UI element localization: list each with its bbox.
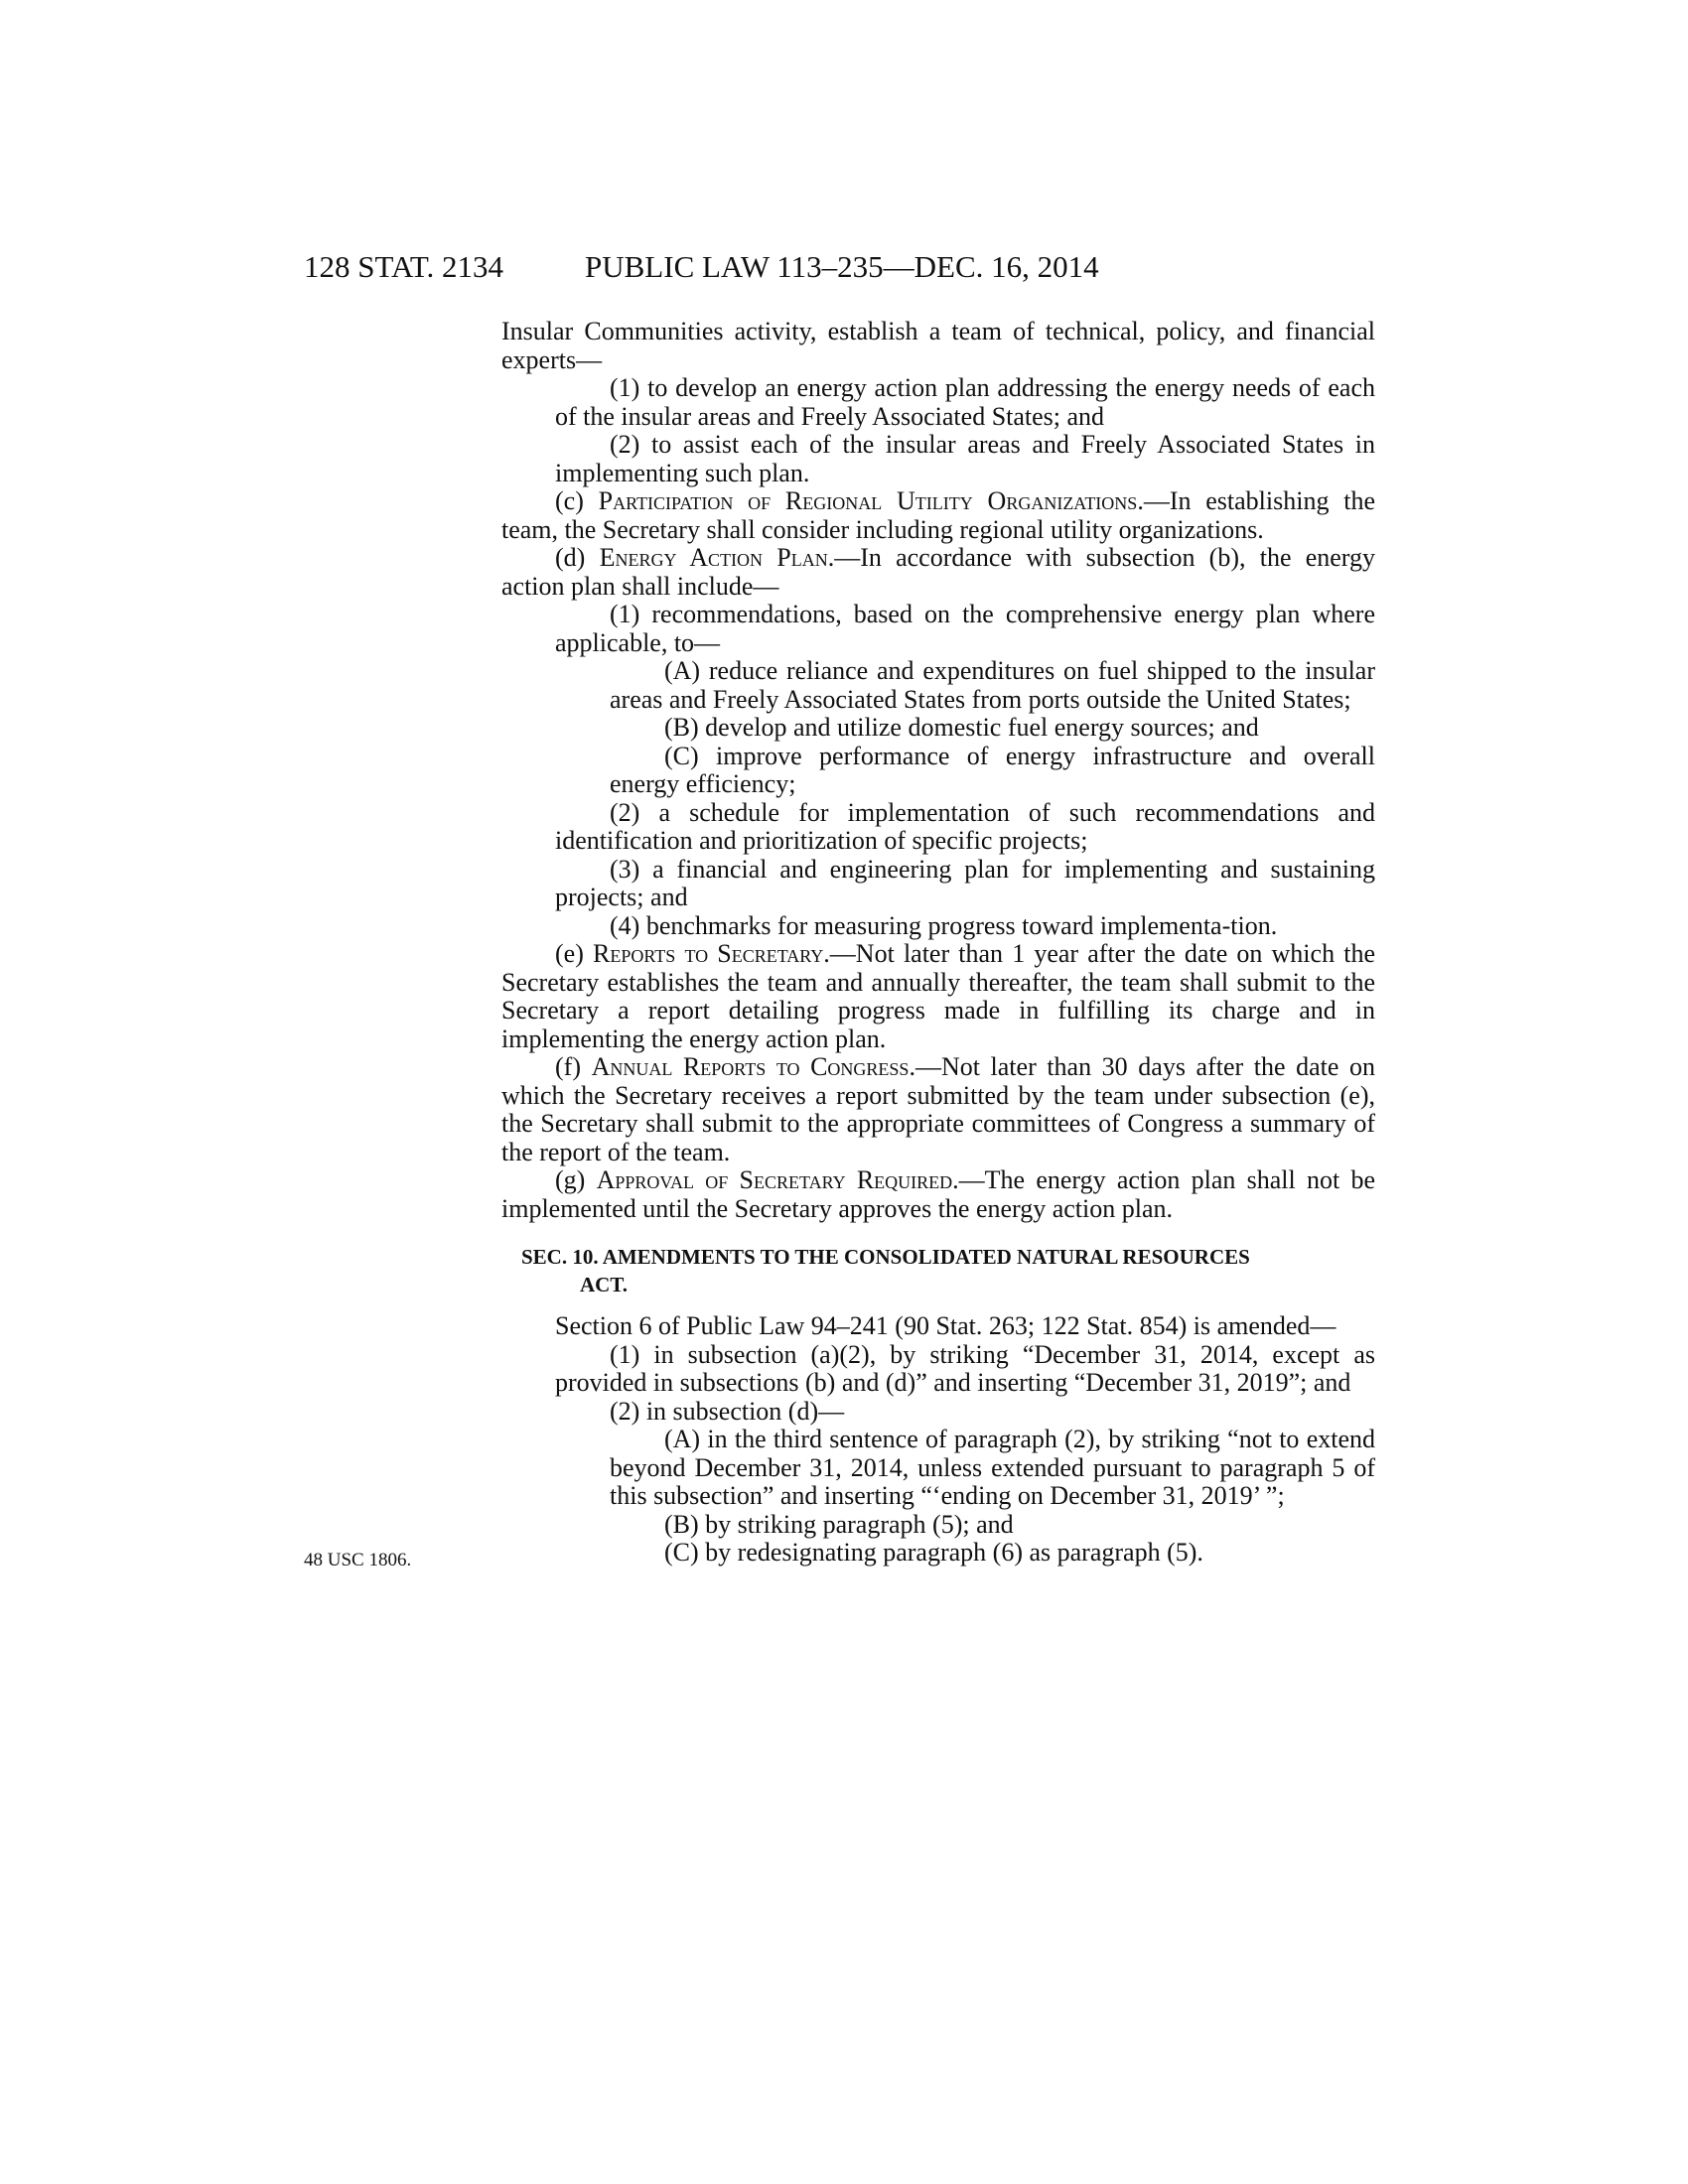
subsection-d-marker: (d) xyxy=(555,543,600,572)
section-10-intro: Section 6 of Public Law 94–241 (90 Stat. 263; 122 Stat. 854) is amended— xyxy=(555,1311,1336,1340)
paragraph-d2: (2) a schedule for implementation of such recommendations and identification and prioritization of specific projects; xyxy=(555,797,1375,855)
subsection-c-heading: Participation of Regional Utility Organizations. xyxy=(598,486,1144,515)
page-reference: 128 STAT. 2134 xyxy=(304,249,504,284)
paragraph-d1: (1) recommendations, based on the comprehensive energy plan where applicable, to— xyxy=(555,600,1375,657)
subsection-g xyxy=(501,1166,1375,1223)
section-10-paragraph-1: (1) in subsection (a)(2), by striking “December 31, 2014, except as provided in subsections (b) and (d)” and inserting “December 31, 2019”; and xyxy=(555,1339,1375,1397)
section-10-heading-line2: ACT. xyxy=(580,1273,629,1297)
subsection-e-marker: (e) xyxy=(555,939,594,968)
subsection-c-text: —In establishing the team, the Secretary shall consider including regional utility organizations. xyxy=(501,486,1376,544)
section-10-subparagraph-2C: (C) by redesignating paragraph (6) as paragraph (5). xyxy=(664,1538,1203,1567)
subsection-d xyxy=(501,544,1375,601)
subsection-c-marker: (c) xyxy=(555,486,599,515)
subsection-f-heading: Annual Reports to Congress. xyxy=(591,1052,915,1081)
subsection-c xyxy=(501,487,1375,544)
subsection-e-heading: Reports to Secretary. xyxy=(593,939,830,968)
margin-citation-note: 48 USC 1806. xyxy=(304,1550,412,1570)
subsection-e xyxy=(501,940,1375,1053)
paragraph-d3: (3) a financial and engineering plan for implementing and sustaining projects; and xyxy=(555,854,1375,911)
paragraph-b1: (1) to develop an energy action plan addressing the energy needs of each of the insular areas and Freely Associated States; and xyxy=(555,373,1375,431)
section-10-heading-line1: SEC. 10. AMENDMENTS TO THE CONSOLIDATED NATURAL RESOURCES xyxy=(521,1245,1250,1269)
subsection-f-marker: (f) xyxy=(555,1052,592,1081)
document-body xyxy=(501,318,1375,1568)
subsection-f xyxy=(501,1053,1375,1166)
paragraph-d4: (4) benchmarks for measuring progress toward implementa-tion. xyxy=(610,910,1278,940)
subparagraph-d1A: (A) reduce reliance and expenditures on fuel shipped to the insular areas and Freely Associated States from ports outside the United States; xyxy=(610,656,1375,714)
subparagraph-d1C: (C) improve performance of energy infrastructure and overall energy efficiency; xyxy=(610,741,1375,798)
running-header-title: PUBLIC LAW 113–235—DEC. 16, 2014 xyxy=(585,249,1099,284)
paragraph-intro: Insular Communities activity, establish a team of technical, policy, and financial experts— xyxy=(501,317,1375,374)
subsection-g-marker: (g) xyxy=(555,1165,597,1194)
subsection-g-text: —The energy action plan shall not be implemented until the Secretary approves the energy action plan. xyxy=(501,1165,1376,1223)
subsection-g-heading: Approval of Secretary Required. xyxy=(596,1165,959,1194)
subsection-d-heading: Energy Action Plan. xyxy=(599,543,835,572)
subsection-f-text: —Not later than 30 days after the date on which the Secretary receives a report submitted by the team under subsection (e), the Secretary shall submit to the appropriate committees of Congress a summary of the report of the team. xyxy=(501,1052,1376,1166)
section-10-subparagraph-2A: (A) in the third sentence of paragraph (2), by striking “not to extend beyond December 31, 2014, unless extended pursuant to paragraph 5 of this subsection” and inserting “‘ending on December 31, 2019’ ”; xyxy=(610,1425,1375,1510)
section-10-paragraph-2: (2) in subsection (d)— xyxy=(610,1396,845,1426)
section-10-heading xyxy=(501,1243,1375,1298)
section-10-subparagraph-2B: (B) by striking paragraph (5); and xyxy=(664,1509,1014,1539)
subsection-e-text: —Not later than 1 year after the date on which the Secretary establishes the team and annually thereafter, the team shall submit to the Secretary a report detailing progress made in fulfilling its charge and in implementing the energy action plan. xyxy=(501,939,1375,1053)
subsection-d-text: —In accordance with subsection (b), the energy action plan shall include— xyxy=(501,543,1375,601)
subparagraph-d1B: (B) develop and utilize domestic fuel energy sources; and xyxy=(664,713,1259,742)
paragraph-b2: (2) to assist each of the insular areas and Freely Associated States in implementing such plan. xyxy=(555,430,1375,487)
